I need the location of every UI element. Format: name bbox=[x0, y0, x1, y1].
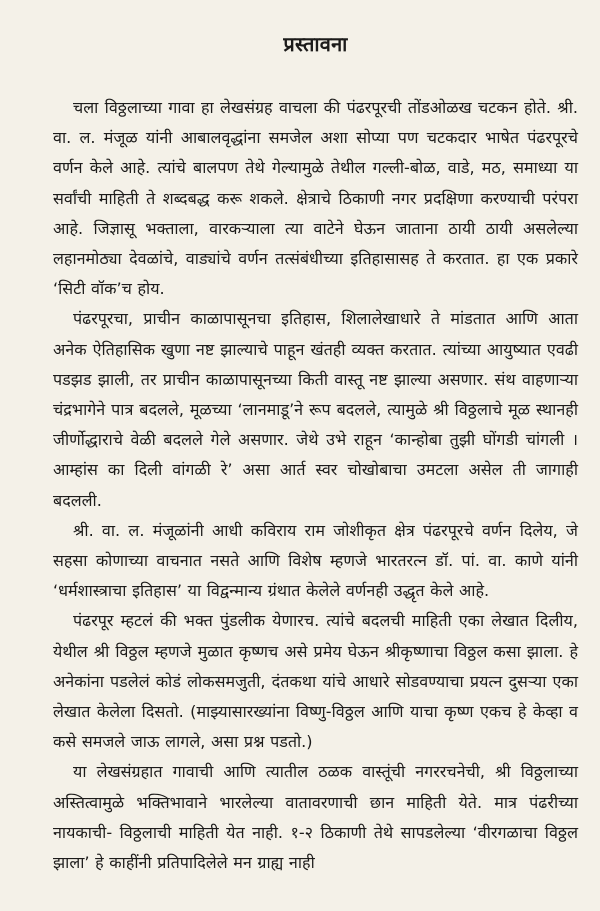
paragraph-text: पंढरपूर म्हटलं की भक्त पुंडलीक येणारच. त्यांचे बदलची माहिती एका लेखात दिलीय, येथील श्री विठ्ठल म्हणजे मुळात कृष्णच असे प्रमेय घेऊन श्रीकृष्णाचा विठ्ठल कसा झाला. हे अनेकांना पडलेलं कोडं लोकसमजुती, दंतकथा यांचे आधारे सोडवण्याचा प्रयत्न दुसऱ्या एका लेखात केलेला दिसतो. (माझ्यासारख्यांना विष्णु-विठ्ठल आणि याचा कृष्ण एकच हे केव्हा व कसे समजले जाऊ लागले, असा प्रश्न पडतो.) bbox=[53, 611, 578, 752]
paragraph-4 bbox=[53, 606, 578, 757]
paragraph-1 bbox=[53, 93, 578, 304]
paragraph-5 bbox=[53, 757, 578, 878]
page-title: प्रस्तावना bbox=[283, 32, 348, 56]
paragraph-text: श्री. वा. ल. मंजूळांनी आधी कविराय राम जोशीकृत क्षेत्र पंढरपूरचे वर्णन दिलेय, जे सहसा कोणाच्या वाचनात नसते आणि विशेष म्हणजे भारतरत्न डॉ. पां. वा. काणे यांनी ‘धर्मशास्त्राचा इतिहास’ या विद्वन्मान्य ग्रंथात केलेले वर्णनही उद्धृत केले आहे. bbox=[53, 520, 578, 601]
paragraph-2 bbox=[53, 304, 578, 515]
paragraph-3 bbox=[53, 516, 578, 607]
paragraph-text: चला विठ्ठलाच्या गावा हा लेखसंग्रह वाचला की पंढरपूरची तोंडओळख चटकन होते. श्री. वा. ल. मंजूळ यांनी आबालवृद्धांना समजेल अशा सोप्या पण चटकदार भाषेत पंढरपूरचे वर्णन केले आहे. त्यांचे बालपण तेथे गेल्यामुळे तेथील गल्ली-बोळ, वाडे, मठ, समाध्या या सर्वांची माहिती ते शब्दबद्ध करू शकले. क्षेत्राचे ठिकाणी नगर प्रदक्षिणा करण्याची परंपरा आहे. जिज्ञासू भक्ताला, वारकऱ्याला त्या वाटेने घेऊन जाताना ठायी ठायी असलेल्या लहानमोठ्या देवळांचे, वाड्यांचे वर्णन तत्संबंधीच्या इतिहासासह ते करतात. हा एक प्रकारे ‘सिटी वॉक’च होय. bbox=[53, 98, 578, 299]
paragraph-text: या लेखसंग्रहात गावाची आणि त्यातील ठळक वास्तूंची नगररचनेची, श्री विठ्ठलाच्या अस्तित्वामुळे भक्तिभावाने भारलेल्या वातावरणाची छान माहिती येते. मात्र पंढरीच्या नायकाची- विठ्ठलाची माहिती येत नाही. १-२ ठिकाणी तेथे सापडलेल्या ‘वीरगळाचा विठ्ठल झाला’ हे काहींनी प्रतिपादिलेले मन ग्राह्य नाही bbox=[53, 762, 578, 873]
paragraph-text: पंढरपूरचा, प्राचीन काळापासूनचा इतिहास, शिलालेखाधारे ते मांडतात आणि आता अनेक ऐतिहासिक खुणा नष्ट झाल्याचे पाहून खंतही व्यक्त करतात. त्यांच्या आयुष्यात एवढी पडझड झाली, तर प्राचीन काळापासूनच्या किती वास्तू नष्ट झाल्या असणार. संथ वाहणाऱ्या चंद्रभागेने पात्र बदलले, मूळच्या ‘लानमाडू’ने रूप बदलले, त्यामुळे श्री विठ्ठलाचे मूळ स्थानही जीर्णोद्धाराचे वेळी बदलले गेले असणार. जेथे उभे राहून ‘कान्होबा तुझी घोंगडी चांगली । आम्हांस का दिली वांगळी रे’ असा आर्त स्वर चोखोबाचा उमटला असेल ती जागाही बदलली. bbox=[53, 309, 578, 510]
